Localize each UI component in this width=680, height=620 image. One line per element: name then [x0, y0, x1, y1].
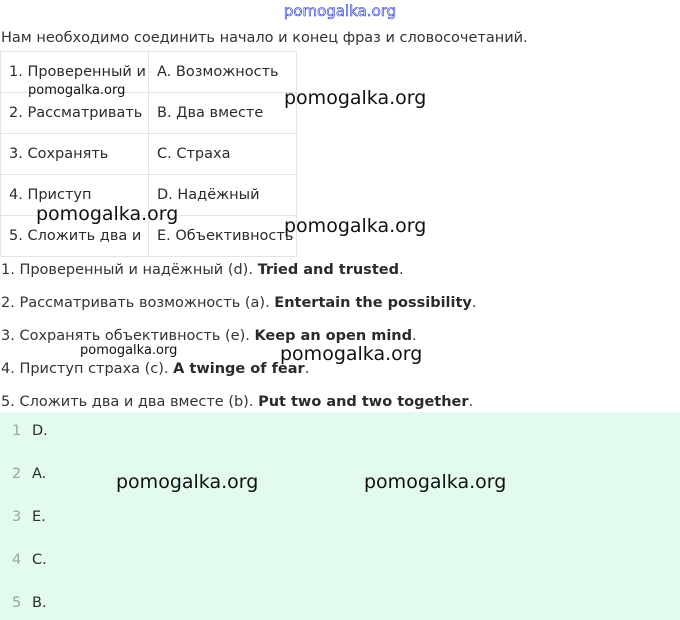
answer-en: Tried and trusted — [257, 262, 399, 278]
table-cell-left: 1. Проверенный и — [1, 52, 149, 93]
table-cell-right: E. Объективность — [149, 216, 297, 257]
watermark: pomogalka.org — [36, 203, 179, 225]
task-intro: Нам необходимо соединить начало и конец фраз и словосочетаний. — [1, 30, 528, 46]
row-answer: B. — [32, 595, 47, 611]
row-number: 5 — [12, 595, 22, 611]
answer-end: . — [412, 328, 417, 344]
row-number: 2 — [12, 466, 22, 482]
row-answer: D. — [32, 423, 48, 439]
row-number: 4 — [12, 552, 22, 568]
watermark: pomogalka.org — [80, 343, 178, 358]
table-cell-left: 3. Сохранять — [1, 134, 149, 175]
table-row — [1, 93, 297, 134]
table-cell-right: B. Два вместе — [149, 93, 297, 134]
answer-en: Entertain the possibility — [274, 295, 472, 311]
table-cell-right: C. Страха — [149, 134, 297, 175]
table-cell-right: A. Возможность — [149, 52, 297, 93]
list-item — [1, 294, 477, 327]
row-number: 3 — [12, 509, 22, 525]
answer-ru: 1. Проверенный и надёжный (d). — [1, 262, 258, 278]
watermark: pomogalka.org — [364, 471, 507, 493]
answer-ru: 5. Сложить два и два вместе (b). — [1, 394, 259, 410]
answer-ru: 2. Рассматривать возможность (a). — [1, 295, 275, 311]
answer-panel — [0, 412, 680, 620]
table-cell-left: 4. Приступ — [1, 175, 149, 216]
watermark: pomogalka.org — [280, 343, 423, 365]
row-answer: A. — [32, 466, 47, 482]
answer-ru: 3. Сохранять объективность (e). — [1, 328, 255, 344]
watermark: pomogalka.org — [284, 215, 427, 237]
answer-end: . — [471, 295, 477, 311]
table-cell-left: 5. Сложить два и — [1, 216, 149, 257]
table-cell-left: 2. Рассматривать — [1, 93, 149, 134]
answer-en: Put two and two together — [258, 394, 469, 410]
row-number: 1 — [12, 423, 22, 439]
watermark: pomogalka.org — [284, 87, 427, 109]
answer-end: . — [304, 361, 310, 377]
watermark: pomogalka.org — [116, 471, 259, 493]
answer-ru: 4. Приступ страха (c). — [1, 361, 174, 377]
answer-en: Keep an open mind — [254, 328, 413, 344]
matching-table — [0, 51, 297, 257]
watermark-top: pomogalka.org — [283, 2, 397, 20]
table-row — [1, 134, 297, 175]
answer-end: . — [468, 394, 474, 410]
list-item — [1, 261, 477, 294]
row-answer: E. — [32, 509, 46, 525]
row-answer: C. — [32, 552, 47, 568]
answer-en: A twinge of fear — [173, 361, 305, 377]
answer-end: . — [398, 262, 404, 278]
table-cell-right: D. Надёжный — [149, 175, 297, 216]
watermark: pomogalka.org — [28, 83, 126, 98]
